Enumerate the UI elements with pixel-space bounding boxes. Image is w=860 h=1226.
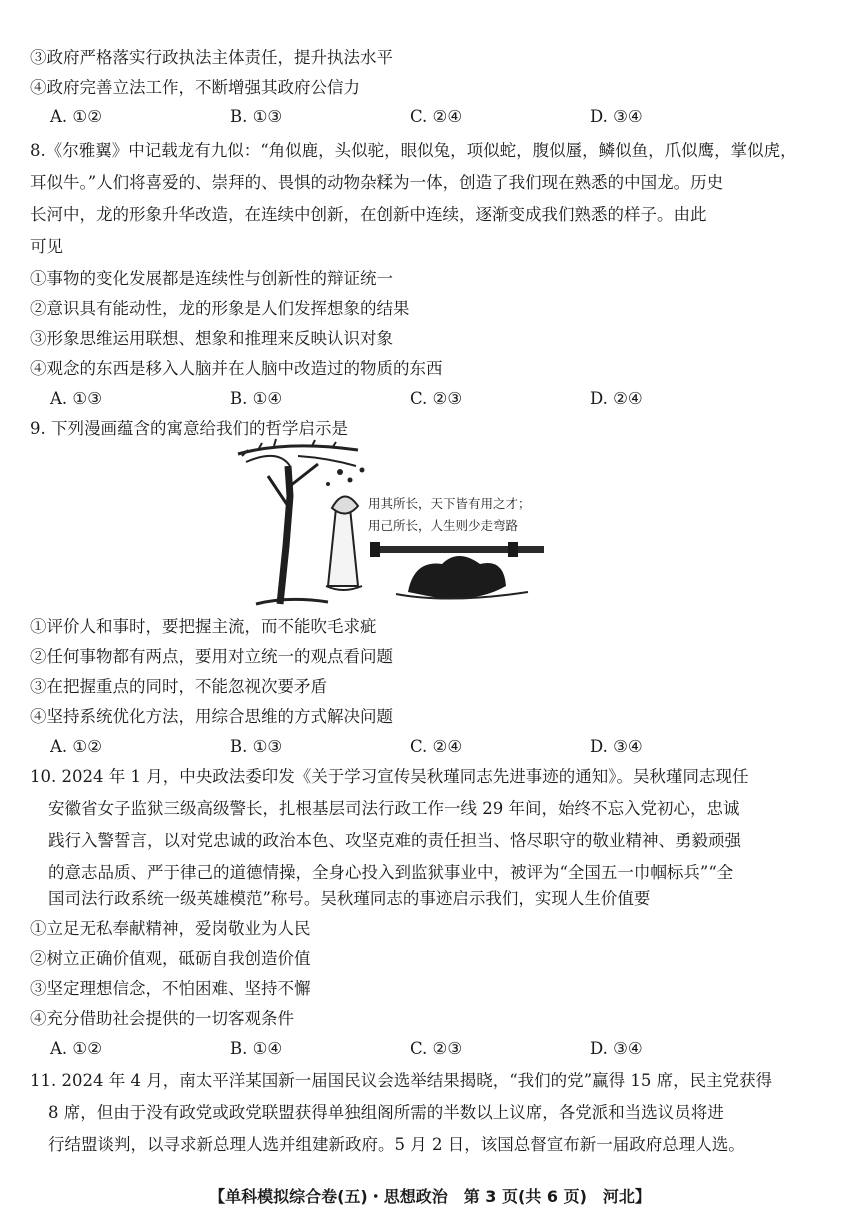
q7-options: [50, 102, 840, 132]
q7-option-c: C. ②④: [410, 107, 463, 126]
q10-options: [50, 1034, 840, 1064]
q10-option-c: C. ②③: [410, 1039, 463, 1058]
q7-statement-4: ④政府完善立法工作，不断增强其政府公信力: [30, 78, 360, 97]
q10-option-d: D. ③④: [590, 1039, 643, 1058]
q10-stem-line-1: 10. 2024 年 1 月，中央政法委印发《关于学习宣传吴秋瑾同志先进事迹的通知》。吴秋瑾同志现任: [30, 767, 749, 786]
q10-stem-line-2: 安徽省女子监狱三级高级警长，扎根基层司法行政工作一线 29 年间，始终不忘入党初心，忠诚: [48, 799, 740, 818]
q10-statement-1: ①立足无私奉献精神，爱岗敬业为人民: [30, 919, 311, 938]
q10-stem-line-3: 践行入警誓言，以对党忠诚的政治本色、攻坚克难的责任担当、恪尽职守的敬业精神、勇毅顽强: [48, 831, 741, 850]
q9-statement-4: ④坚持系统优化方法，用综合思维的方式解决问题: [30, 707, 393, 726]
q11-stem-line-3: 行结盟谈判，以寻求新总理人选并组建新政府。5 月 2 日，该国总督宣布新一届政府总理人选。: [48, 1135, 745, 1154]
q7-option-a: A. ①②: [50, 107, 102, 126]
q10-statement-4: ④充分借助社会提供的一切客观条件: [30, 1009, 294, 1028]
q9-option-c: C. ②④: [410, 737, 463, 756]
q9-option-b: B. ①③: [230, 737, 283, 756]
q8-statement-1: ①事物的变化发展都是连续性与创新性的辩证统一: [30, 269, 393, 288]
q9-statement-1: ①评价人和事时，要把握主流，而不能吹毛求疵: [30, 617, 377, 636]
q10-option-b: B. ①④: [230, 1039, 283, 1058]
q10-statement-3: ③坚定理想信念，不怕困难、坚持不懈: [30, 979, 311, 998]
q9-option-d: D. ③④: [590, 737, 643, 756]
q8-option-b: B. ①④: [230, 389, 283, 408]
q10-stem-line-5: 国司法行政系统一级英雄模范”称号。吴秋瑾同志的事迹启示我们，实现人生价值要: [48, 889, 651, 908]
q7-option-b: B. ①③: [230, 107, 283, 126]
cartoon-caption-1: 用其所长，天下皆有用之才；: [368, 496, 531, 511]
q10-option-a: A. ①②: [50, 1039, 102, 1058]
q9-options: [50, 732, 840, 762]
q8-options: [50, 384, 840, 414]
q8-stem-line-1: 8.《尔雅翼》中记载龙有九似：“角似鹿，头似驼，眼似兔，项似蛇，腹似蜃，鳞似鱼，爪似鹰，掌似虎，: [30, 141, 797, 160]
q9-option-a: A. ①②: [50, 737, 102, 756]
q8-option-a: A. ①③: [50, 389, 102, 408]
page-footer: 【单科模拟综合卷(五)・思想政治 第 3 页(共 6 页) 河北】: [209, 1187, 651, 1206]
q7-option-d: D. ③④: [590, 107, 643, 126]
cartoon-caption-2: 用己所长，人生则少走弯路: [368, 518, 519, 533]
q7-statement-3: ③政府严格落实行政执法主体责任，提升执法水平: [30, 48, 393, 67]
q11-stem-line-2: 8 席，但由于没有政党或政党联盟获得单独组阁所需的半数以上议席，各党派和当选议员将进: [48, 1103, 724, 1122]
q8-option-c: C. ②③: [410, 389, 463, 408]
q8-statement-4: ④观念的东西是移入人脑并在人脑中改造过的物质的东西: [30, 359, 443, 378]
q8-stem-line-2: 耳似牛。”人们将喜爱的、崇拜的、畏惧的动物杂糅为一体，创造了我们现在熟悉的中国龙。历史: [30, 173, 724, 192]
q9-statement-2: ②任何事物都有两点，要用对立统一的观点看问题: [30, 647, 393, 666]
q11-stem-line-1: 11. 2024 年 4 月，南太平洋某国新一届国民议会选举结果揭晓，“我们的党”赢得 15 席，民主党获得: [30, 1071, 773, 1090]
q9-stem: 9. 下列漫画蕴含的寓意给我们的哲学启示是: [30, 419, 348, 438]
q10-stem-line-4: 的意志品质、严于律己的道德情操，全身心投入到监狱事业中，被评为“全国五一巾帼标兵”“全: [48, 863, 734, 882]
q8-statement-2: ②意识具有能动性，龙的形象是人们发挥想象的结果: [30, 299, 410, 318]
q10-statement-2: ②树立正确价值观，砥砺自我创造价值: [30, 949, 311, 968]
q8-stem-line-4: 可见: [30, 237, 63, 256]
q9-statement-3: ③在把握重点的同时，不能忽视次要矛盾: [30, 677, 327, 696]
q8-stem-line-3: 长河中，龙的形象升华改造，在连续中创新，在创新中连续，逐渐变成我们熟悉的样子。由此: [30, 205, 707, 224]
cartoon-illustration: [228, 436, 558, 611]
q8-statement-3: ③形象思维运用联想、想象和推理来反映认识对象: [30, 329, 393, 348]
q8-option-d: D. ②④: [590, 389, 643, 408]
